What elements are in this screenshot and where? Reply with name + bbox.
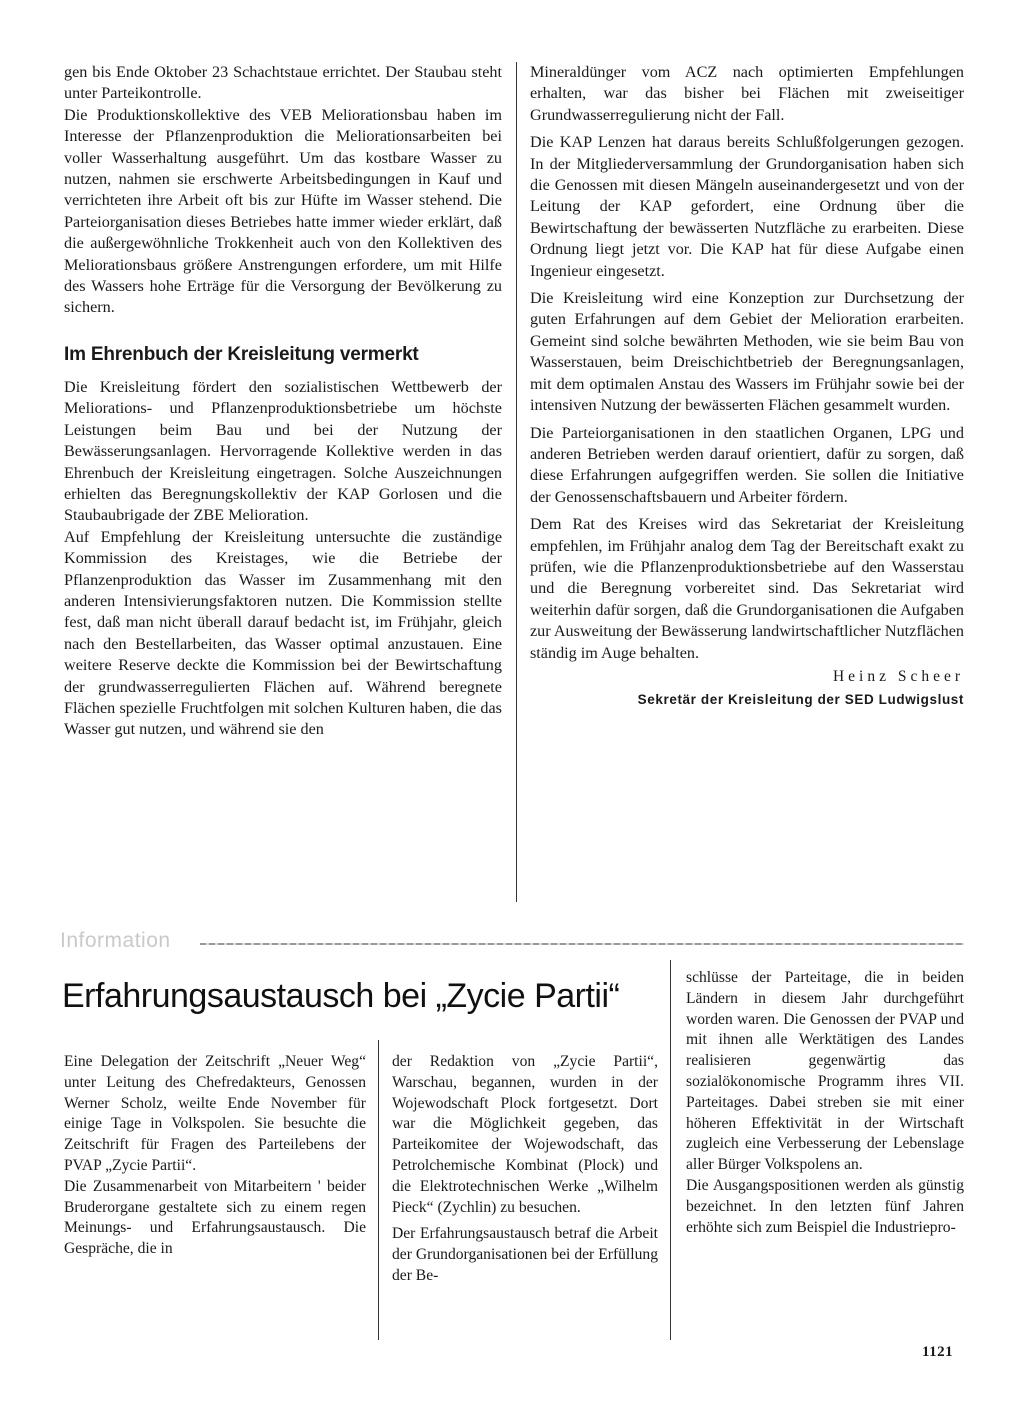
- paragraph: Die Produktionskollektive des VEB Meliorationsbau haben im Interesse der Pflanzenproduktion die Meliorationsarbeiten bei voller Wasserhaltung ausgeführt. Um das kostbare Wasser zu nutzen, nahmen sie erschwerte Arbeitsbedingungen in Kauf und verrichteten ihre Arbeit oft bis zur Hüfte im Wasser stehend. Die Parteiorganisation dieses Betriebes hatte immer wieder erklärt, daß die außergewöhnliche Trokkenheit auch von den Kollektiven des Meliorationsbaus größere Anstrengungen erfordere, um mit Hilfe des Wassers hohe Erträge für die Versorgung der Bevölkerung zu sichern.: [64, 105, 502, 317]
- author-role: Sekretär der Kreisleitung der SED Ludwigslust: [637, 692, 964, 708]
- paragraph: der Redaktion von „Zycie Partii“, Warschau, begannen, wurden in der Wojewodschaft Plock fortgesetzt. Dort war die Möglichkeit gegeben, das Parteikomitee der Wojewodschaft, das Petrolchemische Kombinat (Plock) und die Elektrotechnischen Werke „Wilhelm Pieck“ (Zychlin) zu besuchen.: [392, 1053, 658, 1216]
- top-right-column: [530, 62, 964, 711]
- article-column-2: [392, 1052, 658, 1287]
- paragraph: Mineraldünger vom ACZ nach optimierten Empfehlungen erhalten, war das bisher bei Flächen mit zweiseitiger Grundwasserregulierung nicht der Fall.: [530, 63, 964, 124]
- article-title: Erfahrungsaustausch bei „Zycie Partii“: [62, 976, 620, 1015]
- paragraph: Die Kreisleitung wird eine Konzeption zur Durchsetzung der guten Erfahrungen auf dem Gebiet der Melioration erarbeiten. Gemeint sind solche bewährten Methoden, wie sie beim Bau von Wasserstauen, beim Dreischichtbetrieb der Beregnungsanlagen, mit dem optimalen Anstau des Wassers im Frühjahr sowie bei der intensiven Nutzung der bewässerten Flächen gesammelt wurden.: [530, 289, 964, 415]
- article-column-1: [64, 1052, 366, 1260]
- column-divider: [516, 62, 517, 902]
- paragraph: Der Erfahrungsaustausch betraf die Arbeit der Grundorganisationen bei der Erfüllung der Be-: [392, 1225, 658, 1284]
- section-divider: [200, 943, 964, 945]
- column-divider: [378, 1040, 379, 1340]
- top-left-column: [64, 62, 502, 741]
- author-name: Heinz Scheer: [832, 667, 964, 685]
- paragraph: schlüsse der Parteitage, die in beiden Ländern in diesem Jahr durchgeführt worden waren. Die Genossen der PVAP und mit ihnen alle Werktätigen des Landes realisieren gegenwärtig das sozialökonomische Programm ihres VII. Parteitages. Dabei streben sie mit einer höheren Effektivität in der Wirtschaft zugleich eine Verbesserung der Lebenslage aller Bürger Volkspolens an.: [686, 969, 964, 1174]
- paragraph: Eine Delegation der Zeitschrift „Neuer Weg“ unter Leitung des Chefredakteurs, Genossen Werner Scholz, weilte Ende November für einige Tage in Volkspolen. Sie besuchte die Zeitschrift für Fragen des Parteilebens der PVAP „Zycie Partii“.: [64, 1053, 366, 1174]
- page-number: 1121: [922, 1344, 954, 1360]
- paragraph: Die Ausgangspositionen werden als günstig bezeichnet. In den letzten fünf Jahren erhöhte sich zum Beispiel die Industriepro-: [686, 1176, 964, 1236]
- paragraph: Die Zusammenarbeit von Mitarbeitern ' beider Bruderorgane gestaltete sich zu einem regen Meinungs- und Erfahrungsaustausch. Die Gespräche, die in: [64, 1177, 366, 1258]
- paragraph: Die Parteiorganisationen in den staatlichen Organen, LPG und anderen Betrieben werden darauf orientiert, dafür zu sorgen, daß diese Erfahrungen aufgegriffen werden. Sie sollen die Initiative der Genossenschaftsbauern und Arbeiter fördern.: [530, 423, 964, 506]
- paragraph: Die KAP Lenzen hat daraus bereits Schlußfolgerungen gezogen. In der Mitgliederversammlung der Grundorganisation haben sich die Genossen mit diesen Mängeln auseinandergesetzt und von der Leitung der KAP gefordert, eine Ordnung über die Bewirtschaftung der bewässerten Nutzfläche zu erarbeiten. Diese Ordnung liegt jetzt vor. Die KAP hat für diese Aufgabe einen Ingenieur eingesetzt.: [530, 133, 964, 280]
- section-subheading: Im Ehrenbuch der Kreisleitung vermerkt: [64, 343, 419, 365]
- paragraph: Dem Rat des Kreises wird das Sekretariat der Kreisleitung empfehlen, im Frühjahr analog dem Tag der Bereitschaft exakt zu prüfen, wie die Pflanzenproduktionsbetriebe auf den Wasserstau und die Beregnung vorbereitet sind. Das Sekretariat wird weiterhin dafür sorgen, daß die Grundorganisationen die Aufgaben zur Ausweitung der Bewässerung landwirtschaftlicher Nutzflächen ständig im Auge behalten.: [530, 515, 964, 662]
- paragraph: Auf Empfehlung der Kreisleitung untersuchte die zuständige Kommission des Kreistages, wie die Betriebe der Pflanzenproduktion das Wasser im Zusammenhang mit den anderen Intensivierungsfaktoren nutzen. Die Kommission stellte fest, daß man nicht überall darauf bedacht ist, im Frühjahr, gleich nach den Bestellarbeiten, das Wasser optimal anzustauen. Eine weitere Reserve deckte die Kommission bei der Bewirtschaftung der grundwasserregulierten Flächen auf. Während beregnete Flächen spezielle Fruchtfolgen mit solchen Kulturen haben, die das Wasser gut nutzen, und während sie den: [64, 527, 502, 739]
- section-label: Information: [60, 929, 171, 952]
- article-column-3: [686, 968, 964, 1238]
- paragraph: gen bis Ende Oktober 23 Schachtstaue errichtet. Der Staubau steht unter Parteikontrolle.: [64, 63, 502, 103]
- paragraph: Die Kreisleitung fördert den sozialistischen Wettbewerb der Meliorations- und Pflanzenproduktionsbetriebe um höchste Leistungen beim Bau und bei der Nutzung der Bewässerungsanlagen. Hervorragende Kollektive werden in das Ehrenbuch der Kreisleitung eingetragen. Solche Auszeichnungen erhielten das Beregnungskollektiv der KAP Gorlosen und die Staubaubrigade der ZBE Melioration.: [64, 377, 502, 525]
- column-divider: [670, 960, 671, 1340]
